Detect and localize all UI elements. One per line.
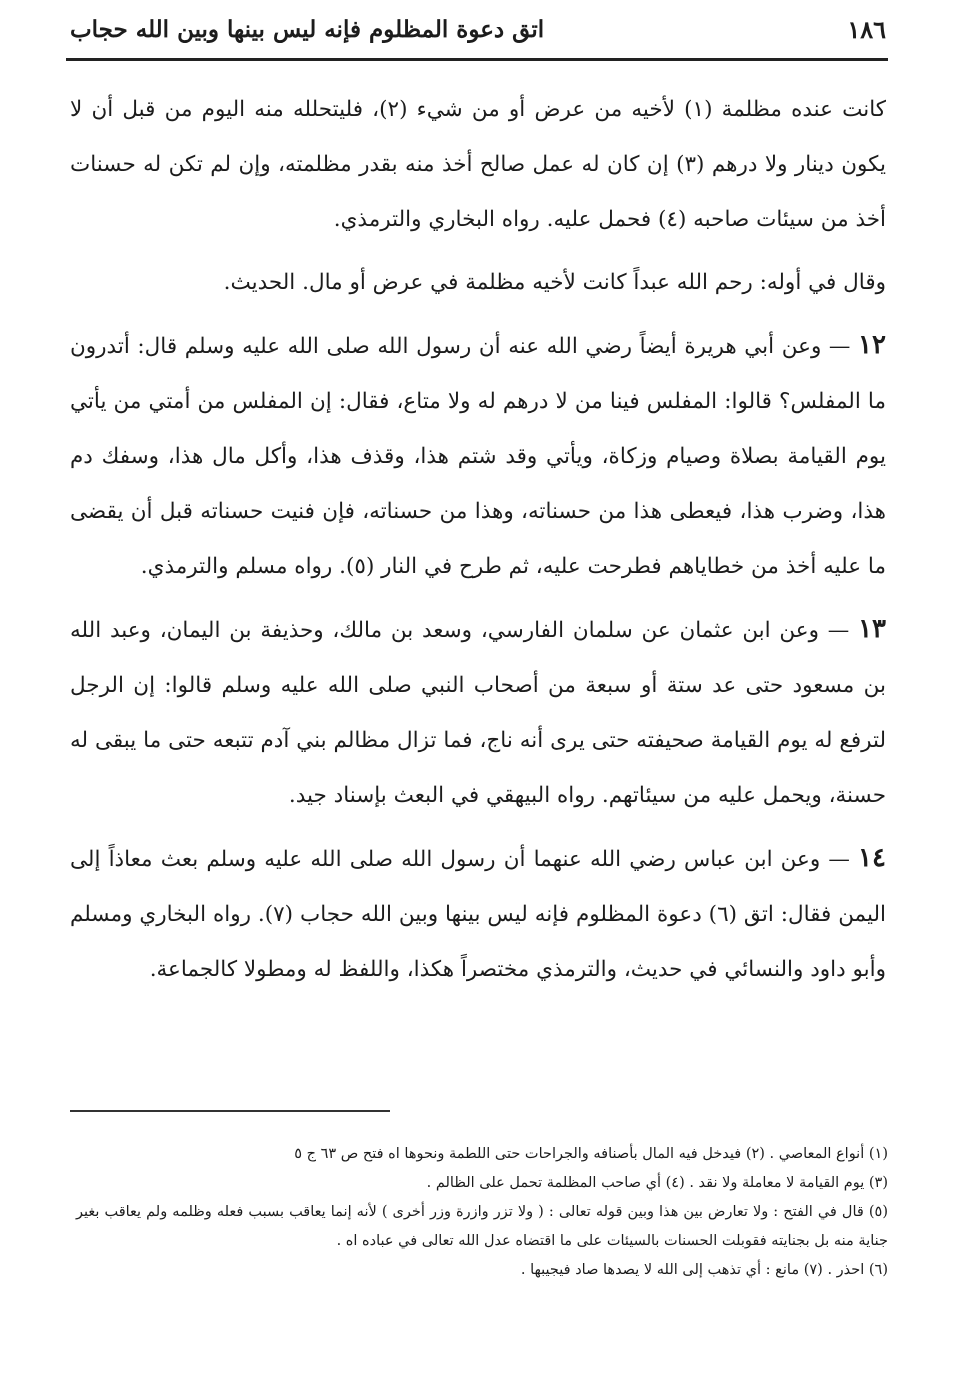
hadith-14 bbox=[70, 831, 886, 997]
hadith-text: وعن ابن عثمان عن سلمان الفارسي، وسعد بن مالك، وحذيفة بن اليمان، وعبد الله بن مسعود حتى عد ستة أو سبعة من أصحاب النبي صلى الله عليه وسلم قالوا: إن الرجل لترفع له يوم القيامة صحيفته حتى يرى أنه ناج، فما تزال مظالم بني آدم تتبعه حتى ما يبقى له حسنة، ويحمل عليه من سيئاتهم. رواه البيهقي في البعث بإسناد جيد. bbox=[70, 618, 886, 808]
hadith-dash: — bbox=[821, 334, 851, 359]
paragraph-continuation: كانت عنده مظلمة (١) لأخيه من عرض أو من شيء (٢)، فليتحلله منه اليوم من قبل أن لا يكون دينار ولا درهم (٣) إن كان له عمل صالح أخذ منه بقدر مظلمته، وإن لم تكن له حسنات أخذ من سيئات صاحبه (٤) فحمل عليه. رواه البخاري والترمذي. bbox=[70, 97, 886, 232]
footnotes bbox=[76, 1140, 888, 1285]
footnote-line: (٦) احذر . (٧) مانع : أي تذهب إلى الله لا يصدها صاد فيجيبها . bbox=[520, 1262, 888, 1278]
hadith-text: وعن ابن عباس رضي الله عنهما أن رسول الله صلى الله عليه وسلم بعث معاذاً إلى اليمن فقال: اتق (٦) دعوة المظلوم فإنه ليس بينها وبين الله حجاب (٧). رواه البخاري ومسلم وأبو داود والنسائي في حديث، والترمذي مختصراً هكذا، واللفظ له ومطولا كالجماعة. bbox=[70, 847, 886, 982]
hadith-dash: — bbox=[820, 847, 850, 872]
hadith-12 bbox=[70, 318, 886, 594]
paragraph-note: وقال في أوله: رحم الله عبداً كانت لأخيه مظلمة في عرض أو مال. الحديث. bbox=[223, 270, 886, 295]
footnote-line: (١) أنواع المعاصي . (٢) فيدخل فيه المال بأصنافه والجراحات حتى اللطمة ونحوها اه فتح ص ٦٣ ج ٥ bbox=[294, 1146, 888, 1162]
hadith-13 bbox=[70, 602, 886, 823]
hadith-dash: — bbox=[819, 618, 850, 643]
hadith-text: وعن أبي هريرة أيضاً رضي الله عنه أن رسول الله صلى الله عليه وسلم قال: أتدرون ما المفلس؟ قالوا: المفلس فينا من لا درهم له ولا متاع، فقال: إن المفلس من أمتي من يأتي يوم القيامة بصلاة وصيام وزكاة، ويأتي وقد شتم هذا، وقذف هذا، وأكل مال هذا، وسفك دم هذا، وضرب هذا، فيعطى هذا من حسناته، وهذا من حسناته، فإن فنيت حسناته قبل أن يقضى ما عليه أخذ من خطاياهم فطرحت عليه، ثم طرح في النار (٥). رواه مسلم والترمذي. bbox=[70, 334, 886, 579]
page-header bbox=[70, 6, 886, 52]
hadith-number: ١٢ bbox=[858, 330, 886, 360]
hadith-number: ١٤ bbox=[858, 843, 886, 873]
page-number: ١٨٦ bbox=[847, 14, 886, 44]
running-title: اتق دعوة المظلوم فإنه ليس بينها وبين الله حجاب bbox=[70, 15, 545, 43]
main-text bbox=[70, 82, 886, 997]
footnote-line: (٥) قال في الفتح : ولا تعارض بين هذا وبين قوله تعالى : ( ولا تزر وازرة وزر أخرى ) لأنه إنما يعاقب بسبب فعله وظلمه ولم يعاقب بغير جناية منه بل بجنايته فقوبلت الحسنات بالسيئات على ما اقتضاه عدل الله تعالى في عباده اه . bbox=[76, 1204, 888, 1249]
footnote-rule bbox=[70, 1110, 390, 1112]
header-rule bbox=[66, 58, 888, 61]
footnote-line: (٣) يوم القيامة لا معاملة ولا نقد . (٤) أي صاحب المظلمة تحمل على الظالم . bbox=[426, 1175, 888, 1191]
hadith-number: ١٣ bbox=[858, 614, 886, 644]
